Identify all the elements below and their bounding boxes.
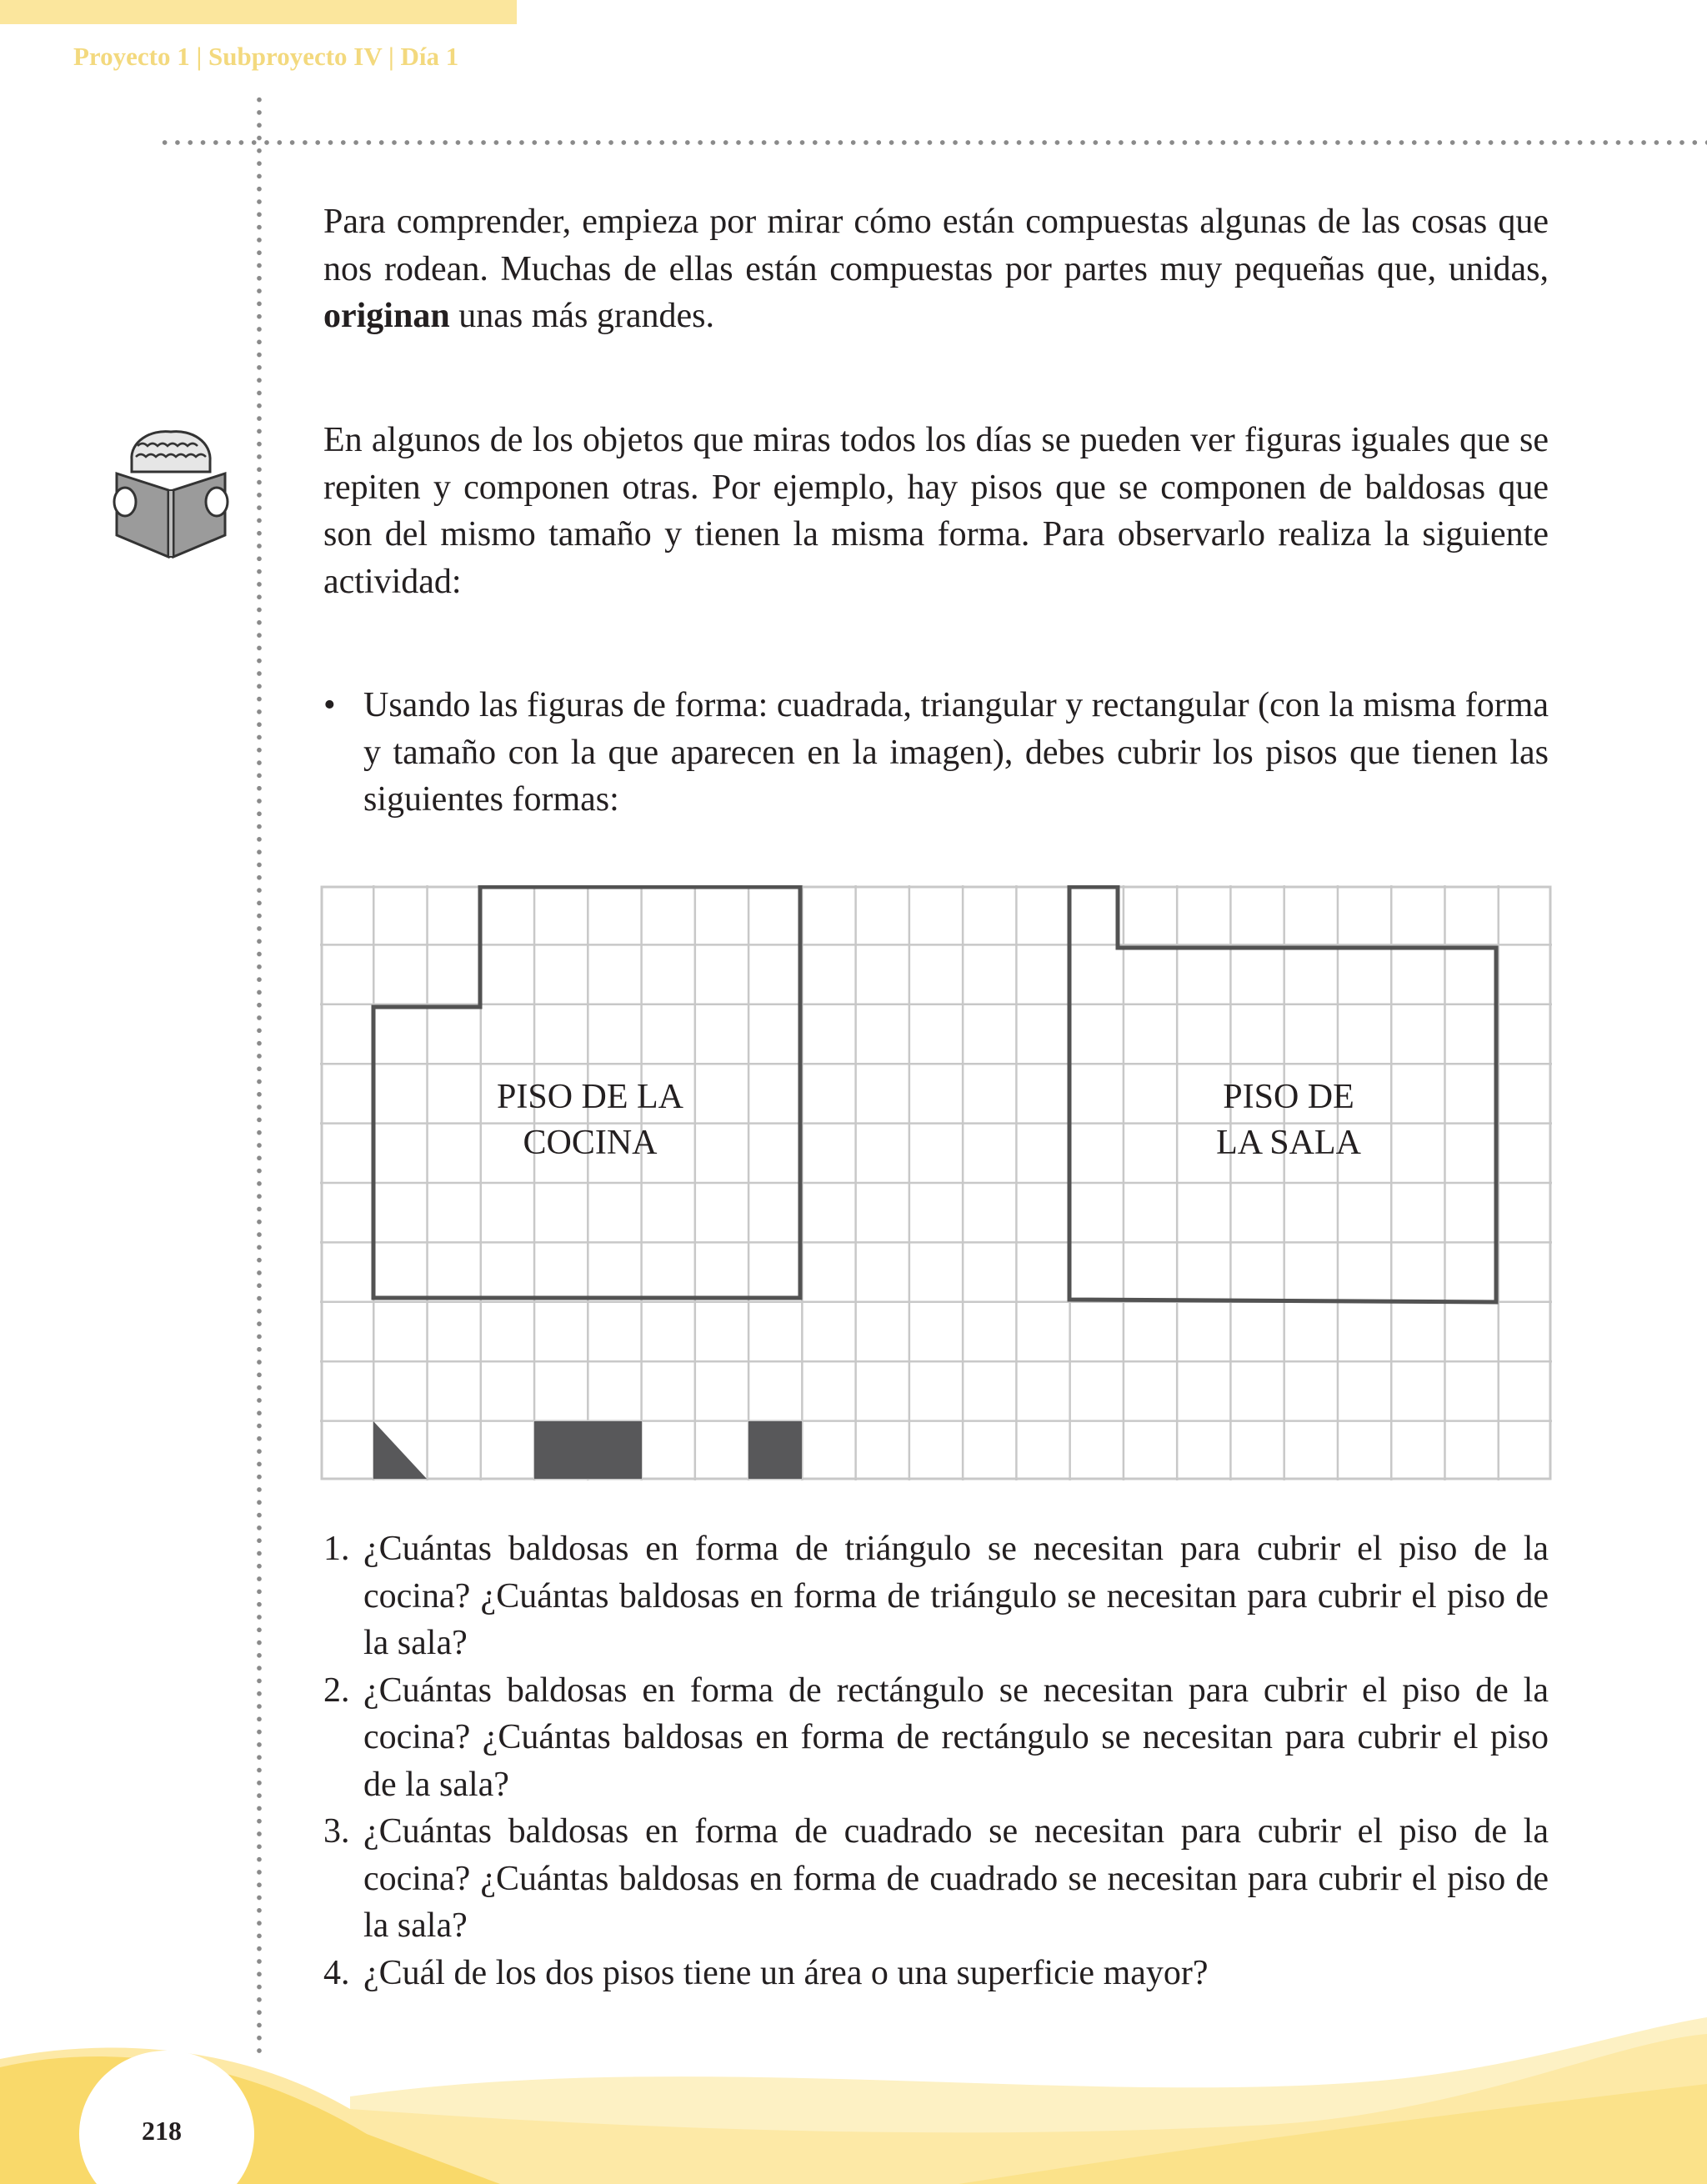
question-item (323, 1525, 1549, 1667)
question-text: ¿Cuántas baldosas en forma de cuadrado se necesitan para cubrir el piso de la cocina? ¿Cuántas baldosas en forma de cuadrado se necesitan para cubrir el piso de la sala? (363, 1812, 1549, 1945)
rectangle-tile (534, 1421, 642, 1479)
dotted-divider-horizontal (158, 139, 1707, 146)
intro-p1-bold: originan (323, 297, 450, 335)
page-number: 218 (142, 2116, 182, 2146)
header-accent-bar (0, 0, 517, 24)
reading-child-icon (108, 425, 233, 559)
question-number: 2. (323, 1671, 350, 1710)
square-tile (748, 1421, 802, 1479)
living-label-line2: LA SALA (1216, 1124, 1361, 1162)
question-item (323, 1808, 1549, 1950)
living-label-line1: PISO DE (1223, 1078, 1354, 1116)
kitchen-label-line2: COCINA (523, 1124, 658, 1162)
intro-p1-start: Para comprender, empieza por mirar cómo están compuestas algunas de las cosas que nos rodean. Muchas de ellas están compuestas por partes muy pequeñas que, unidas, (323, 203, 1549, 288)
question-item (323, 1667, 1549, 1809)
intro-paragraph-2: En algunos de los objetos que miras todos los días se pueden ver figuras iguales que se repiten y componen otras. Por ejemplo, hay pisos que se componen de baldosas que son del mismo tamaño y tienen la misma forma. Para observarlo realiza la siguiente actividad: (323, 421, 1549, 601)
floor-grid (320, 885, 1552, 1480)
kitchen-label-line1: PISO DE LA (496, 1078, 684, 1116)
question-list (323, 1525, 1549, 1996)
dotted-divider-vertical (256, 93, 263, 2061)
question-text: ¿Cuál de los dos pisos tiene un área o una superficie mayor? (363, 1953, 1209, 1992)
bullet: • (323, 686, 336, 724)
question-number: 1. (323, 1530, 350, 1568)
question-text: ¿Cuántas baldosas en forma de triángulo se necesitan para cubrir el piso de la cocina? ¿Cuántas baldosas en forma de triángulo se necesitan para cubrir el piso de la sala? (363, 1530, 1549, 1662)
activity-instruction (323, 682, 1549, 824)
intro-paragraph-1 (323, 198, 1549, 340)
question-text: ¿Cuántas baldosas en forma de rectángulo se necesitan para cubrir el piso de la cocina? ¿Cuántas baldosas en forma de rectángulo se necesitan para cubrir el piso de la sala? (363, 1671, 1549, 1804)
activity-text: Usando las figuras de forma: cuadrada, triangular y rectangular (con la misma forma y tamaño con la que aparecen en la imagen), debes cubrir los pisos que tienen las siguientes formas: (363, 686, 1549, 819)
question-number: 3. (323, 1812, 350, 1851)
footer-wave-decoration (0, 1984, 1707, 2184)
intro-p1-end: unas más grandes. (449, 297, 714, 335)
page-header: Proyecto 1 | Subproyecto IV | Día 1 (73, 42, 459, 71)
question-number: 4. (323, 1953, 350, 1992)
